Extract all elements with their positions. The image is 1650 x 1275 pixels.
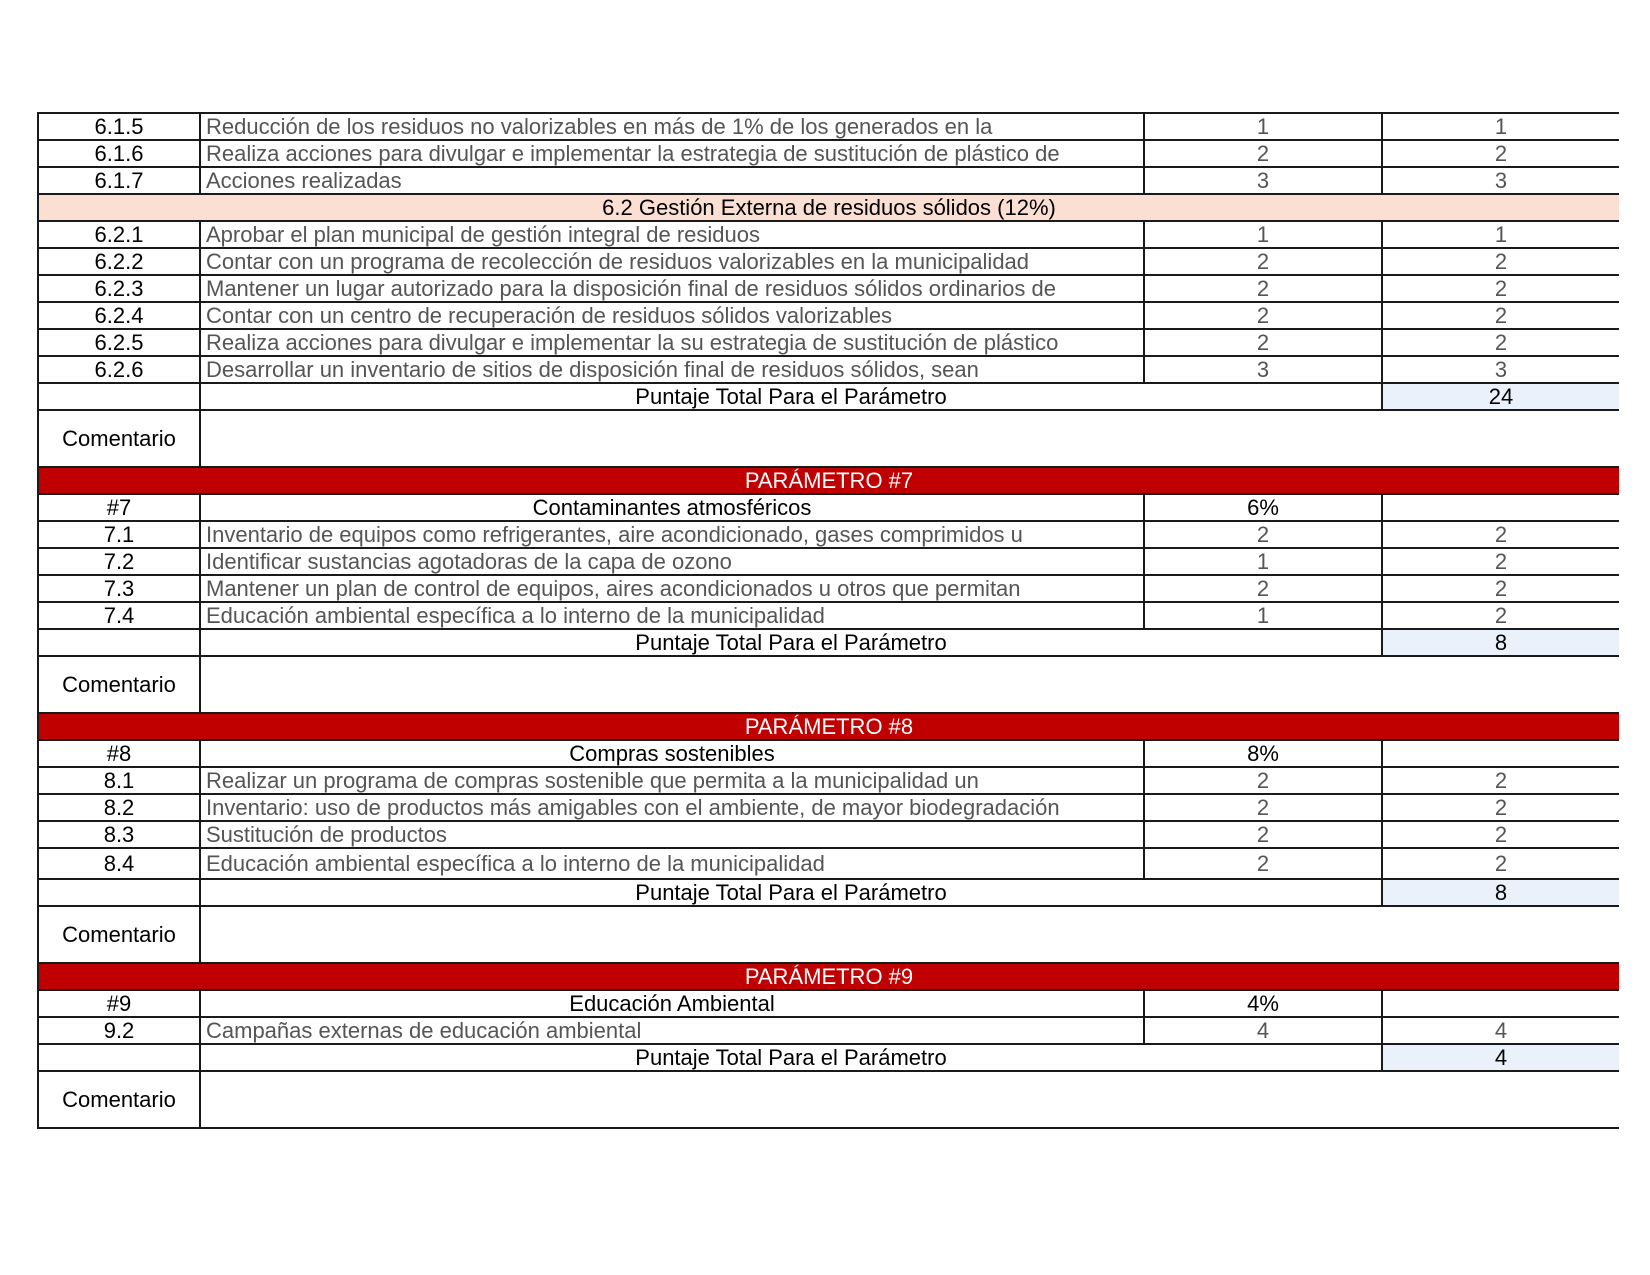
item-value-1: 2: [1144, 302, 1382, 329]
total-row: [38, 629, 1619, 656]
comment-cell[interactable]: [200, 1071, 1619, 1128]
item-description: Realiza acciones para divulgar e implementar la estrategia de sustitución de plástico de: [200, 140, 1144, 167]
table-row: [38, 794, 1619, 821]
item-value-1: 2: [1144, 794, 1382, 821]
item-code: 8.4: [38, 848, 200, 879]
parameter-title-row: [38, 494, 1619, 521]
parameter-title-row: [38, 740, 1619, 767]
total-label: Puntaje Total Para el Parámetro: [200, 879, 1382, 906]
section-header-row: [38, 194, 1619, 221]
item-value-2: 3: [1382, 356, 1619, 383]
item-value-2: 3: [1382, 167, 1619, 194]
item-value-1: 3: [1144, 356, 1382, 383]
item-code: 6.2.6: [38, 356, 200, 383]
item-value-1: 2: [1144, 248, 1382, 275]
table-row: [38, 221, 1619, 248]
evaluation-table: [37, 112, 1619, 1129]
item-value-1: 2: [1144, 767, 1382, 794]
comment-row: [38, 1071, 1619, 1128]
item-code: 6.2.4: [38, 302, 200, 329]
item-value-2: 1: [1382, 113, 1619, 140]
item-code: 6.1.5: [38, 113, 200, 140]
table-row: [38, 275, 1619, 302]
item-value-2: 2: [1382, 275, 1619, 302]
item-code: 7.2: [38, 548, 200, 575]
item-description: Aprobar el plan municipal de gestión integral de residuos: [200, 221, 1144, 248]
empty-cell: [38, 879, 200, 906]
item-description: Realizar un programa de compras sostenible que permita a la municipalidad un: [200, 767, 1144, 794]
item-code: 6.2.3: [38, 275, 200, 302]
parameter-code: #9: [38, 990, 200, 1017]
total-score: 8: [1382, 629, 1619, 656]
item-value-1: 2: [1144, 575, 1382, 602]
total-score: 4: [1382, 1044, 1619, 1071]
item-value-1: 2: [1144, 329, 1382, 356]
empty-cell: [1382, 990, 1619, 1017]
item-value-1: 2: [1144, 821, 1382, 848]
item-value-2: 2: [1382, 848, 1619, 879]
table-row: [38, 575, 1619, 602]
item-code: 8.3: [38, 821, 200, 848]
spreadsheet-page: [37, 112, 1619, 1165]
comment-cell[interactable]: [200, 410, 1619, 467]
item-description: Mantener un lugar autorizado para la disposición final de residuos sólidos ordinarios de: [200, 275, 1144, 302]
table-row: [38, 548, 1619, 575]
item-value-2: 2: [1382, 329, 1619, 356]
item-value-2: 1: [1382, 221, 1619, 248]
comment-label: Comentario: [38, 1071, 200, 1128]
total-label: Puntaje Total Para el Parámetro: [200, 383, 1382, 410]
table-row: [38, 848, 1619, 879]
table-row: [38, 248, 1619, 275]
item-code: 8.1: [38, 767, 200, 794]
item-description: Realiza acciones para divulgar e implementar la su estrategia de sustitución de plástico: [200, 329, 1144, 356]
parameter-weight: 8%: [1144, 740, 1382, 767]
item-value-1: 4: [1144, 1017, 1382, 1044]
item-value-1: 1: [1144, 602, 1382, 629]
item-code: 6.1.6: [38, 140, 200, 167]
item-value-2: 2: [1382, 140, 1619, 167]
empty-cell: [38, 629, 200, 656]
parameter-code: #7: [38, 494, 200, 521]
table-row: [38, 356, 1619, 383]
comment-cell[interactable]: [200, 906, 1619, 963]
item-value-1: 3: [1144, 167, 1382, 194]
table-row: [38, 113, 1619, 140]
parameter-title: Contaminantes atmosféricos: [200, 494, 1144, 521]
empty-cell: [38, 1044, 200, 1071]
item-value-2: 2: [1382, 794, 1619, 821]
table-row: [38, 821, 1619, 848]
total-row: [38, 1044, 1619, 1071]
total-row: [38, 879, 1619, 906]
item-description: Campañas externas de educación ambiental: [200, 1017, 1144, 1044]
item-description: Inventario: uso de productos más amigables con el ambiente, de mayor biodegradación: [200, 794, 1144, 821]
empty-cell: [1382, 740, 1619, 767]
comment-label: Comentario: [38, 410, 200, 467]
parameter-weight: 4%: [1144, 990, 1382, 1017]
table-row: [38, 302, 1619, 329]
section-title: 6.2 Gestión Externa de residuos sólidos (12%): [38, 194, 1619, 221]
comment-row: [38, 656, 1619, 713]
table-row: [38, 521, 1619, 548]
item-value-1: 2: [1144, 275, 1382, 302]
table-row: [38, 1017, 1619, 1044]
item-description: Desarrollar un inventario de sitios de disposición final de residuos sólidos, sean: [200, 356, 1144, 383]
item-value-1: 2: [1144, 848, 1382, 879]
parameter-weight: 6%: [1144, 494, 1382, 521]
item-description: Acciones realizadas: [200, 167, 1144, 194]
item-code: 6.2.5: [38, 329, 200, 356]
item-code: 8.2: [38, 794, 200, 821]
parameter-title: Educación Ambiental: [200, 990, 1144, 1017]
parameter-header: PARÁMETRO #9: [38, 963, 1619, 990]
item-description: Contar con un programa de recolección de residuos valorizables en la municipalidad: [200, 248, 1144, 275]
item-code: 6.2.2: [38, 248, 200, 275]
comment-label: Comentario: [38, 906, 200, 963]
item-value-2: 2: [1382, 248, 1619, 275]
comment-row: [38, 906, 1619, 963]
item-value-2: 2: [1382, 767, 1619, 794]
item-value-1: 2: [1144, 521, 1382, 548]
table-row: [38, 167, 1619, 194]
table-row: [38, 140, 1619, 167]
table-row: [38, 767, 1619, 794]
item-value-1: 2: [1144, 140, 1382, 167]
parameter-code: #8: [38, 740, 200, 767]
parameter-header-row: [38, 467, 1619, 494]
item-value-2: 2: [1382, 521, 1619, 548]
empty-cell: [1382, 494, 1619, 521]
item-description: Educación ambiental específica a lo interno de la municipalidad: [200, 848, 1144, 879]
item-value-2: 2: [1382, 821, 1619, 848]
item-description: Sustitución de productos: [200, 821, 1144, 848]
comment-cell[interactable]: [200, 656, 1619, 713]
item-code: 7.3: [38, 575, 200, 602]
parameter-header-row: [38, 713, 1619, 740]
total-score: 8: [1382, 879, 1619, 906]
parameter-header-row: [38, 963, 1619, 990]
item-code: 9.2: [38, 1017, 200, 1044]
item-value-2: 4: [1382, 1017, 1619, 1044]
item-value-2: 2: [1382, 602, 1619, 629]
item-value-2: 2: [1382, 548, 1619, 575]
item-code: 7.4: [38, 602, 200, 629]
item-description: Contar con un centro de recuperación de residuos sólidos valorizables: [200, 302, 1144, 329]
item-value-2: 2: [1382, 302, 1619, 329]
item-description: Inventario de equipos como refrigerantes, aire acondicionado, gases comprimidos u: [200, 521, 1144, 548]
parameter-header: PARÁMETRO #7: [38, 467, 1619, 494]
parameter-title-row: [38, 990, 1619, 1017]
table-row: [38, 329, 1619, 356]
parameter-title: Compras sostenibles: [200, 740, 1144, 767]
item-value-1: 1: [1144, 548, 1382, 575]
item-description: Identificar sustancias agotadoras de la capa de ozono: [200, 548, 1144, 575]
total-row: [38, 383, 1619, 410]
total-label: Puntaje Total Para el Parámetro: [200, 1044, 1382, 1071]
item-value-2: 2: [1382, 575, 1619, 602]
item-code: 7.1: [38, 521, 200, 548]
comment-label: Comentario: [38, 656, 200, 713]
item-value-1: 1: [1144, 113, 1382, 140]
item-value-1: 1: [1144, 221, 1382, 248]
total-label: Puntaje Total Para el Parámetro: [200, 629, 1382, 656]
total-score: 24: [1382, 383, 1619, 410]
item-description: Mantener un plan de control de equipos, aires acondicionados u otros que permitan: [200, 575, 1144, 602]
parameter-header: PARÁMETRO #8: [38, 713, 1619, 740]
item-code: 6.2.1: [38, 221, 200, 248]
table-row: [38, 602, 1619, 629]
item-code: 6.1.7: [38, 167, 200, 194]
empty-cell: [38, 383, 200, 410]
comment-row: [38, 410, 1619, 467]
item-description: Reducción de los residuos no valorizables en más de 1% de los generados en la: [200, 113, 1144, 140]
item-description: Educación ambiental específica a lo interno de la municipalidad: [200, 602, 1144, 629]
